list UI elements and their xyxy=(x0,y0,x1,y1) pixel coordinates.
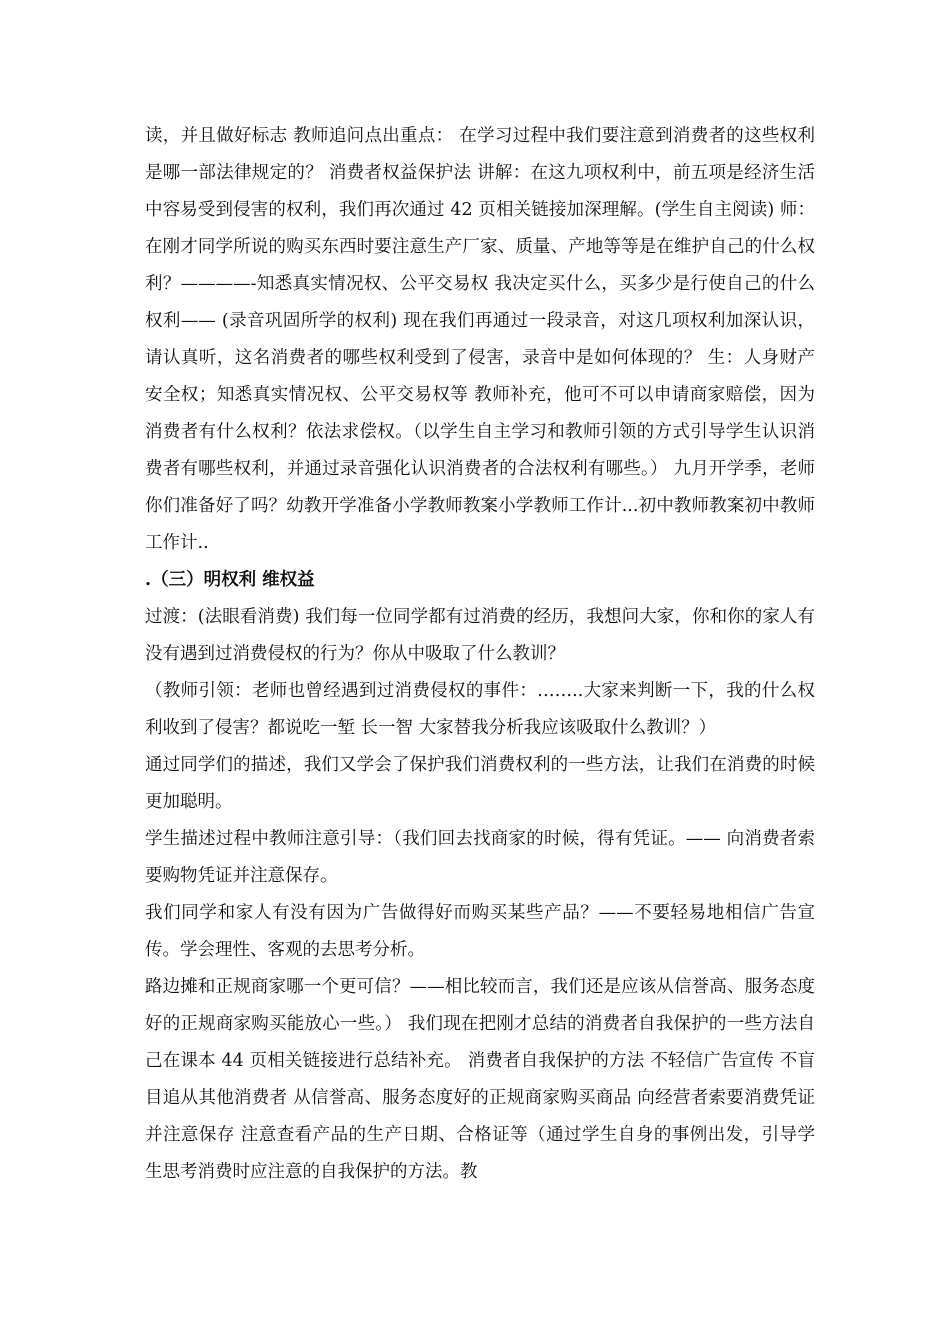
section-heading: .（三）明权利 维权益 xyxy=(145,570,315,590)
paragraph-rights-discussion: 读，并且做好标志 教师追问点出重点： 在学习过程中我们要注意到消费者的这些权利是哪一部法律规定的？ 消费者权益保护法 讲解：在这九项权利中，前五项是经济生活中容易受到侵害的权利，我们再次通过 42 页相关链接加深理解。(学生自主阅读) 师：在刚才同学所说的购买东西时要注意生产厂家、质量、产地等等是在维护自己的什么权利？————-知悉真实情况权、公平交易权 我决定买什么，买多少是行使自己的什么权利—— (录音巩固所学的权利) 现在我们再通过一段录音，对这几项权利加深认识，请认真听，这名消费者的哪些权利受到了侵害，录音中是如何体现的？ 生：人身财产安全权；知悉真实情况权、公平交易权等 教师补充，他可不可以申请商家赔偿，因为消费者有什么权利？依法求偿权。（以学生自主学习和教师引领的方式引导学生认识消费者有哪些权利，并通过录音强化认识消费者的合法权利有哪些。） 九月开学季，老师你们准备好了吗？幼教开学准备小学教师教案小学教师工作计...初中教师教案初中教师工作计.. xyxy=(145,126,815,553)
paragraph-guidance-receipt: 学生描述过程中教师注意引导：（我们回去找商家的时候，得有凭证。—— 向消费者索要购物凭证并注意保存。 xyxy=(145,829,815,886)
document-body xyxy=(145,118,815,1191)
paragraph-transition: 过渡：(法眼看消费) 我们每一位同学都有过消费的经历，我想问大家，你和你的家人有没有遇到过消费侵权的行为？你从中吸取了什么教训？ xyxy=(145,607,815,664)
paragraph-teacher-guidance: （教师引领：老师也曾经遇到过消费侵权的事件：……..大家来判断一下，我的什么权利收到了侵害？都说吃一堑 长一智 大家替我分析我应该吸取什么教训？） xyxy=(145,681,815,738)
paragraph-self-protection-methods: 路边摊和正规商家哪一个更可信？——相比较而言，我们还是应该从信誉高、服务态度好的正规商家购买能放心一些。） 我们现在把刚才总结的消费者自我保护的一些方法自己在课本 44 页相关链接进行总结补充。 消费者自我保护的方法 不轻信广告宣传 不盲目追从其他消费者 从信誉高、服务态度好的正规商家购买商品 向经营者索要消费凭证并注意保存 注意查看产品的生产日期、合格证等（通过学生自身的事例出发，引导学生思考消费时应注意的自我保护的方法。教 xyxy=(145,977,815,1182)
paragraph-student-description: 通过同学们的描述，我们又学会了保护我们消费权利的一些方法，让我们在消费的时候更加聪明。 xyxy=(145,755,815,812)
paragraph-advertising: 我们同学和家人有没有因为广告做得好而购买某些产品？——不要轻易地相信广告宣传。学会理性、客观的去思考分析。 xyxy=(145,903,815,960)
